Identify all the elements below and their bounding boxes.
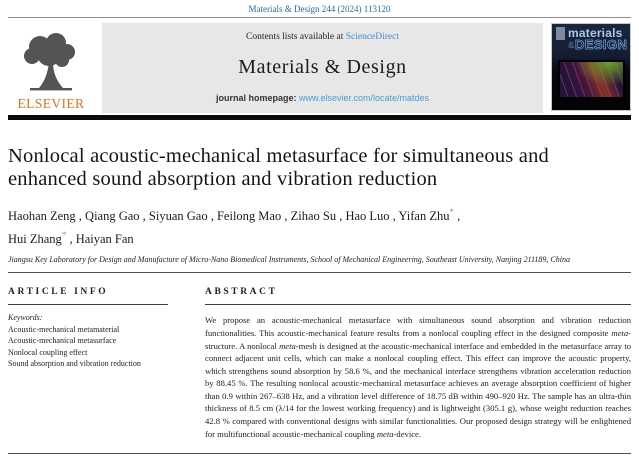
cover-publisher-emblem — [556, 27, 565, 40]
header-black-bar — [8, 115, 631, 120]
abstract-heading: ABSTRACT — [205, 287, 278, 298]
author-list: Haohan Zeng , Qiang Gao , Siyuan Gao , Feilong Mao , Zihao Su , Hao Luo , Yifan Zhu* , Hui Zhang* , Haiyan Fan — [8, 207, 461, 247]
elsevier-wordmark: ELSEVIER — [17, 96, 85, 111]
cover-title-ampersand: & — [568, 40, 575, 50]
article-info-column — [8, 287, 168, 440]
citation-link[interactable]: Materials & Design 244 (2024) 113120 — [248, 4, 391, 14]
keyword-item: Nonlocal coupling effect — [8, 347, 88, 357]
section-divider — [8, 272, 631, 273]
cover-micrograph-image — [558, 60, 625, 99]
keyword-item: Acoustic-mechanical metamaterial — [8, 324, 120, 334]
journal-cover-thumbnail — [551, 23, 631, 111]
cover-title-materials: materials — [568, 26, 623, 40]
journal-title: Materials & Design — [238, 56, 407, 78]
elsevier-tree-icon — [20, 32, 82, 96]
journal-banner — [102, 23, 543, 113]
affiliation: Jiangsu Key Laboratory for Design and Manufacture of Micro-Nano Biomedical Instruments, School of Mechanical Engineering, Southeast University, Nanjing 211189, China — [8, 255, 570, 265]
article-title: Nonlocal acoustic-mechanical metasurface for simultaneous and enhanced sound absorption and vibration reduction — [8, 145, 549, 190]
abstract-rule — [205, 304, 631, 305]
article-info-rule — [8, 304, 168, 305]
keyword-item: Sound absorption and vibration reduction — [8, 359, 141, 369]
abstract-text: We propose an acoustic-mechanical metasurface with simultaneous sound absorption and vibration reduction functionalities. This acoustic-mechanical feature results from a nonlocal coupling effect in the designed composite meta-structure. A nonlocal meta-mesh is designed at the acoustic-mechanical interface and embedded in the metasurface array to connect adjacent unit cells, which can make a nonlocal coupling effect. This effect can improve the acoustic property, which strengthens sound absorption by 58.6 %, and the mechanical interface strengthens vibration acceleration reduction by 88.45 %. The resulting nonlocal acoustic-mechanical metasurface achieves an average absorption coefficient of higher than 0.9 within 267–638 Hz, and a vibration level difference of 18.75 dB within 490–920 Hz. The sample has an ultra-thin thickness of 8.5 cm (λ/14 for the lowest working frequency) and is lightweight (305.1 g), whose weight reduction reaches 42.8 % compared with conventional designs with similar functionalities. Our proposed design strategy will be enlightened for multifunctional acoustic-mechanical coupling meta-device. — [205, 315, 631, 439]
elsevier-logo — [8, 23, 94, 113]
bottom-divider — [8, 453, 631, 454]
article-info-heading: ARTICLE INFO — [8, 287, 109, 298]
journal-header — [8, 23, 631, 113]
homepage-line — [216, 93, 429, 103]
keyword-item: Acoustic-mechanical metasurface — [8, 336, 117, 346]
info-abstract-columns — [8, 287, 631, 440]
journal-citation — [8, 0, 631, 15]
abstract-column — [205, 287, 631, 440]
contents-line — [246, 32, 399, 42]
sciencedirect-link[interactable]: ScienceDirect — [345, 32, 399, 42]
keywords-label: Keywords: — [8, 313, 43, 323]
keywords-block — [8, 312, 168, 370]
cover-title-design: DESIGN — [575, 37, 628, 52]
homepage-link[interactable]: www.elsevier.com/locate/matdes — [298, 93, 430, 103]
contents-prefix: Contents lists available at — [245, 32, 346, 42]
top-divider — [8, 17, 631, 18]
homepage-label: journal homepage: — [215, 93, 299, 103]
